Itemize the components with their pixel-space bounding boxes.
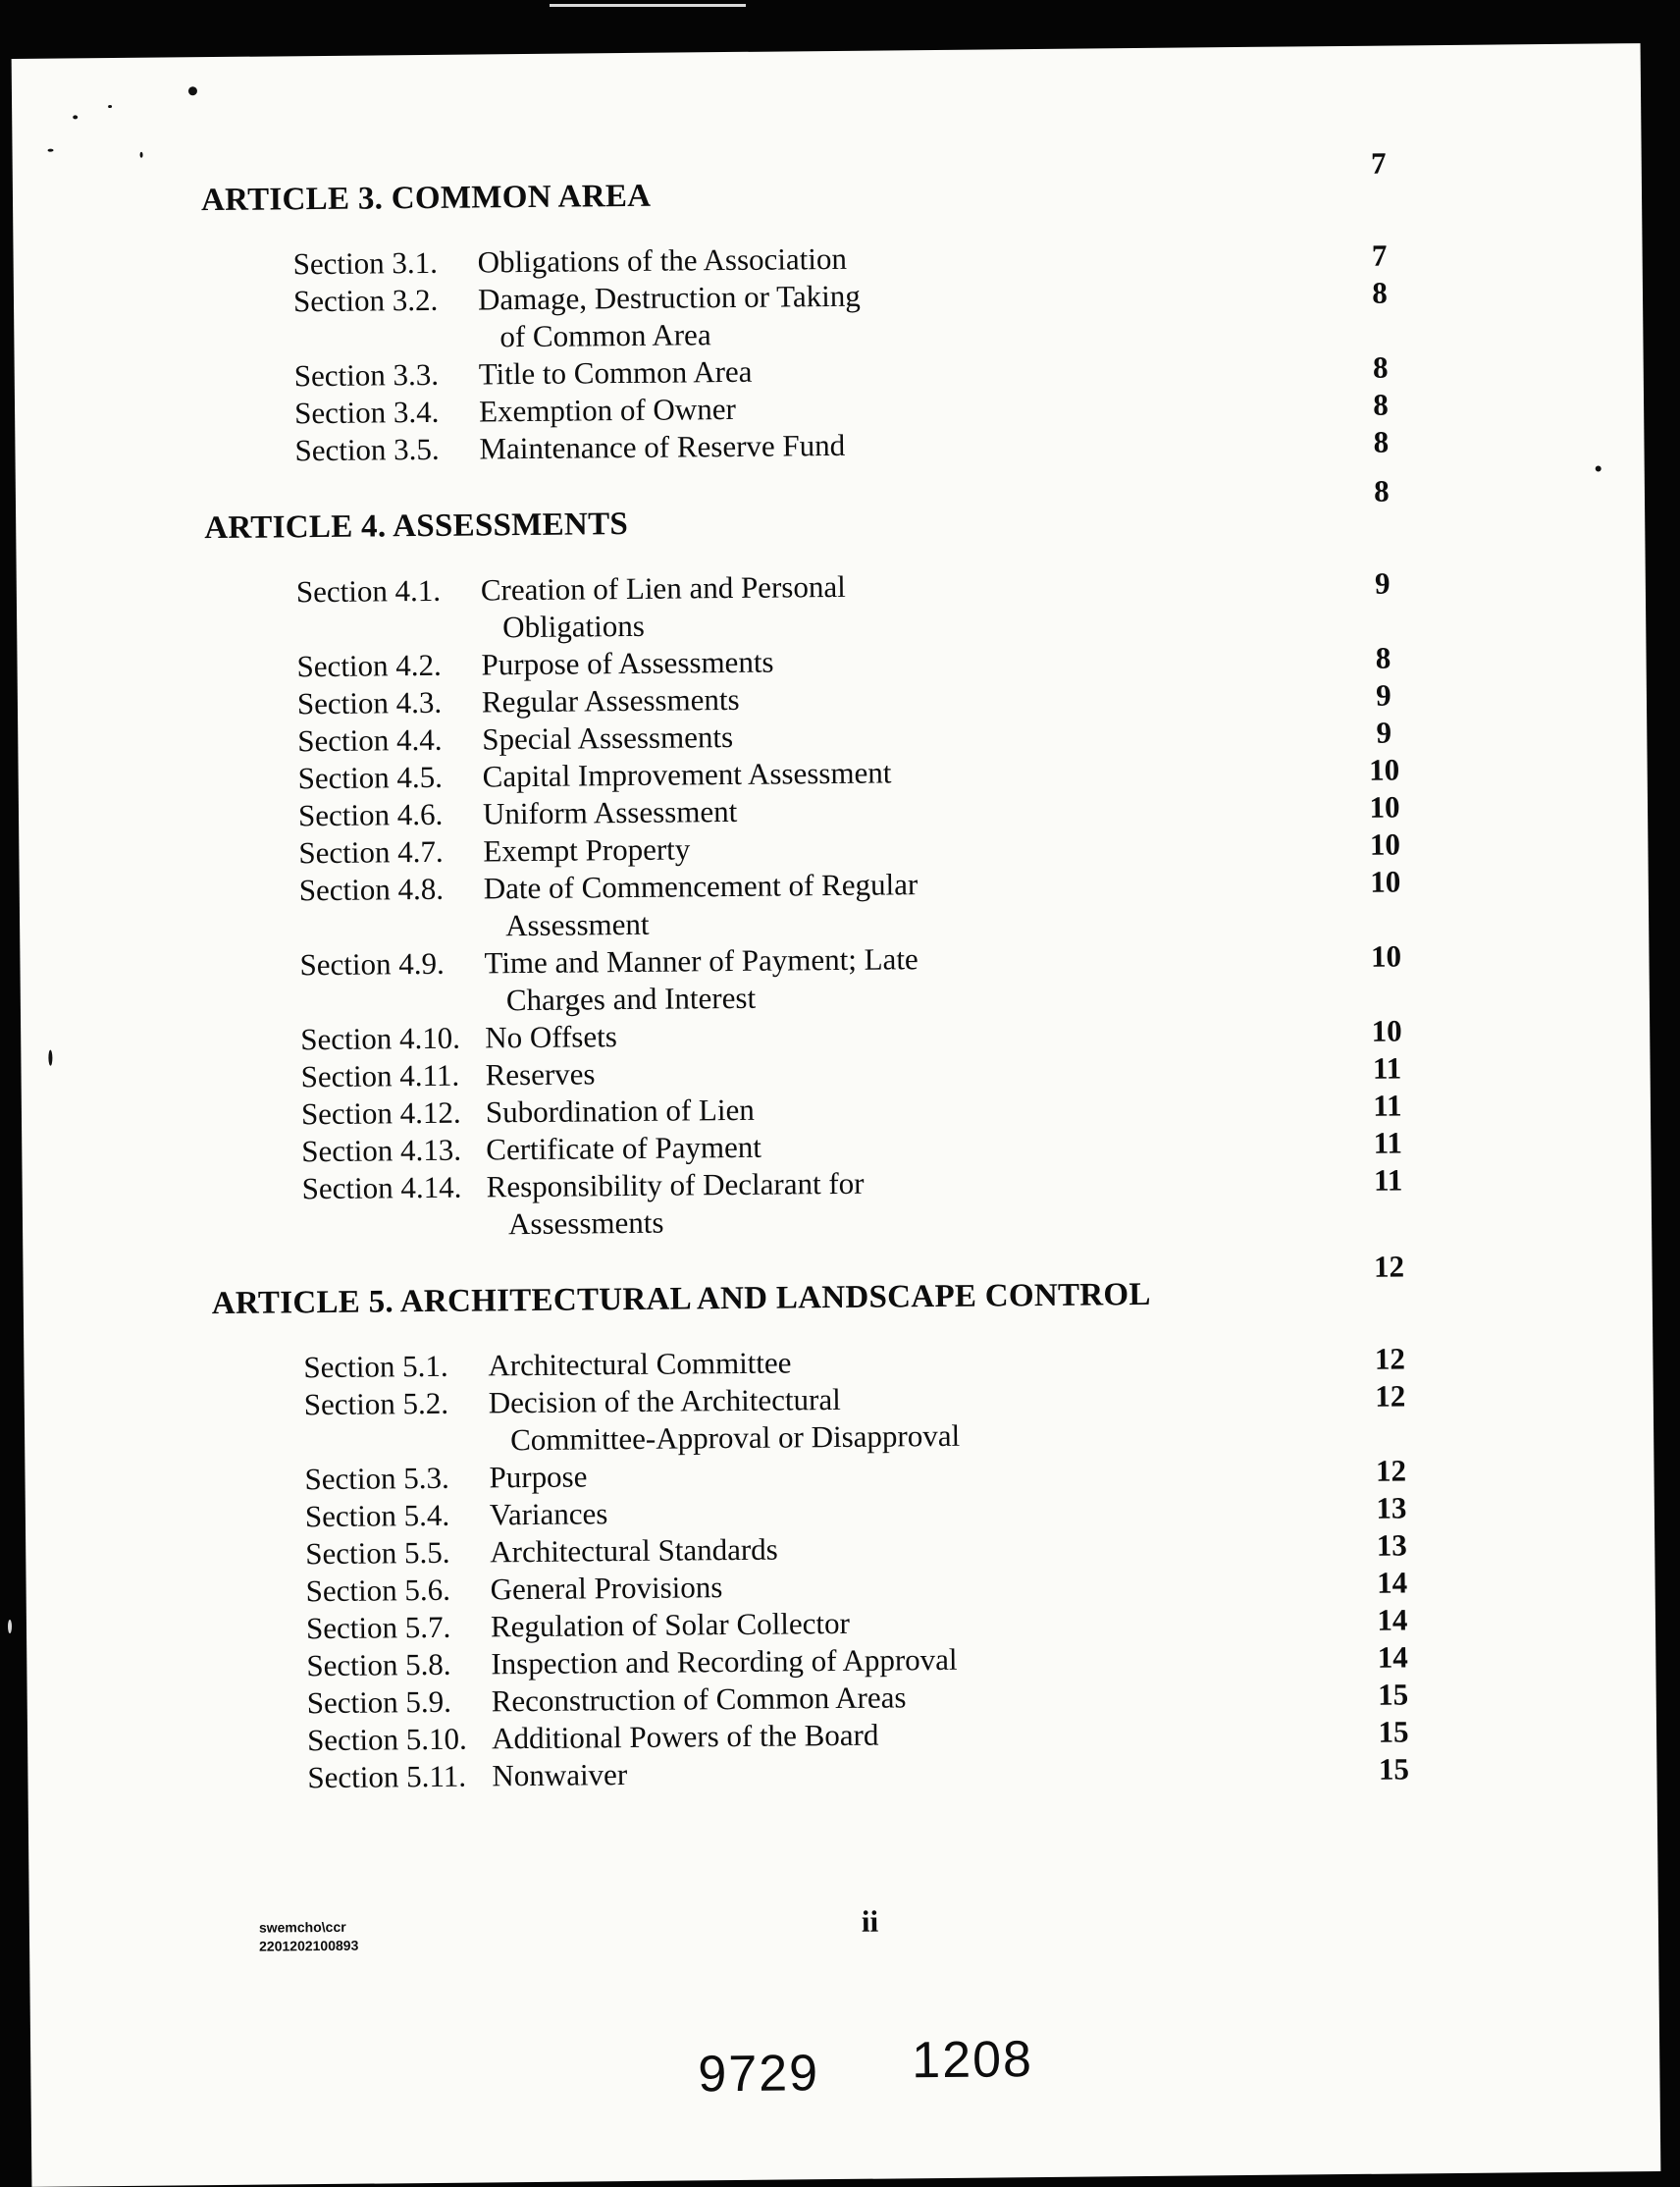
toc-entry [305,1496,608,1534]
section-title-continued: of Common Area [499,317,711,354]
section-number: Section 4.12. [300,1094,461,1132]
section-title: Reserves [485,1056,596,1093]
page-number: ii [861,1903,879,1939]
section-page-number: 10 [1370,938,1402,974]
section-page-number: 14 [1376,1565,1408,1600]
section-title: Nonwaiver [492,1757,628,1793]
section-number: Section 4.10. [300,1020,461,1057]
section-page-number: 9 [1376,715,1392,750]
section-number: Section 5.11. [307,1758,467,1795]
section-page-number: 13 [1376,1527,1407,1563]
section-number: Section 5.10. [306,1721,467,1758]
toc-entry [307,1757,627,1795]
section-page-number: 12 [1375,1378,1406,1414]
section-number: Section 4.5. [297,759,444,796]
article-page-number: 8 [1374,473,1390,508]
section-page-number: 11 [1373,1088,1402,1123]
section-title: Uniform Assessment [482,793,738,831]
section-title: Regular Assessments [481,681,740,720]
section-title: Damage, Destruction or Taking [477,278,861,317]
section-title: No Offsets [485,1019,618,1055]
footer-doc-number: 2201202100893 [259,1937,359,1954]
section-title: Subordination of Lien [485,1092,755,1130]
section-title: Exempt Property [483,831,691,869]
section-number: Section 4.9. [299,945,445,983]
section-page-number: 10 [1369,789,1400,825]
toc-entry [297,682,740,721]
section-page-number: 10 [1369,827,1401,862]
section-number: Section 3.5. [294,431,440,468]
toc-entry [296,645,773,685]
article-page-number: 12 [1373,1249,1405,1284]
scan-edge-mark [8,1620,12,1633]
section-number: Section 5.6. [305,1572,451,1609]
section-page-number: 12 [1374,1341,1406,1376]
section-number: Section 4.3. [296,684,443,721]
section-title-continued: Charges and Interest [505,980,757,1018]
toc-entry [292,241,847,282]
section-number: Section 5.3. [304,1460,449,1497]
section-page-number: 11 [1373,1125,1403,1160]
stamp-number-left: 9729 [698,2045,820,2104]
article-heading: ARTICLE 5. ARCHITECTURAL AND LANDSCAPE CONTROL [211,1276,1151,1322]
section-title: Purpose [489,1459,588,1495]
toc-entry [294,392,736,431]
section-number: Section 3.1. [292,244,439,282]
section-page-number: 14 [1377,1639,1408,1675]
toc-entry [302,1166,865,1206]
section-page-number: 8 [1373,387,1389,422]
toc-entry [299,941,919,983]
toc-entry [301,1093,755,1132]
section-page-number: 10 [1368,752,1400,787]
section-number: Section 5.7. [305,1609,451,1646]
section-number: Section 4.13. [301,1132,462,1169]
section-title: Responsibility of Declarant for [486,1165,865,1204]
toc-entry [298,755,892,796]
section-number: Section 5.8. [306,1646,451,1683]
section-number: Section 4.7. [298,833,444,871]
section-title: Obligations of the Association [477,240,848,280]
toc-entry [306,1606,850,1646]
section-number: Section 4.11. [300,1057,460,1094]
section-number: Section 5.2. [303,1385,449,1422]
article-heading: ARTICLE 3. COMMON AREA [200,178,652,219]
section-title-continued: Assessment [504,906,650,943]
section-title: Variances [489,1496,608,1532]
section-title: Regulation of Solar Collector [490,1605,851,1644]
toc-entry [298,831,690,871]
section-title-continued: Obligations [502,608,646,645]
toc-entry [307,1680,907,1721]
toc-entry [293,279,861,320]
toc-entry [296,569,846,610]
section-number: Section 3.4. [293,394,440,431]
section-page-number: 9 [1376,677,1391,713]
section-title: General Provisions [490,1570,723,1607]
section-title: Architectural Standards [490,1531,778,1570]
section-number: Section 5.1. [303,1348,448,1385]
article-page-number: 7 [1370,145,1387,181]
section-title-continued: Assessments [507,1204,664,1242]
section-page-number: 12 [1375,1453,1407,1488]
stamp-number-right: 1208 [911,2031,1034,2090]
section-title: Title to Common Area [478,353,753,392]
section-title: Decision of the Architectural [488,1381,841,1420]
section-number: Section 5.9. [306,1683,452,1721]
section-title: Date of Commencement of Regular [483,867,919,906]
toc-entry [300,1056,595,1094]
section-number: Section 5.5. [305,1534,450,1572]
toc-entry [307,1718,879,1759]
section-title: Capital Improvement Assessment [482,755,892,794]
section-page-number: 13 [1376,1490,1407,1525]
section-number: Section 3.2. [292,282,439,319]
toc-entry [301,1130,761,1169]
section-page-number: 15 [1378,1677,1409,1712]
section-page-number: 11 [1373,1162,1403,1198]
section-number: Section 4.14. [301,1169,462,1206]
toc-entry [305,1570,722,1609]
section-page-number: 10 [1370,864,1401,899]
section-title: Exemption of Owner [478,391,736,429]
section-page-number: 15 [1378,1714,1409,1749]
section-title: Purpose of Assessments [481,644,774,682]
table-of-contents [12,43,1661,2187]
article-heading: ARTICLE 4. ASSESSMENTS [204,507,629,547]
section-number: Section 4.2. [296,647,442,684]
section-title: Time and Manner of Payment; Late [484,941,919,981]
toc-entry [300,1019,617,1057]
section-title: Certificate of Payment [486,1129,762,1167]
section-page-number: 7 [1371,238,1388,273]
section-number: Section 4.6. [297,796,444,833]
toc-entry [303,1345,791,1385]
footer-file-code: swemcho\ccr [258,1918,346,1936]
section-page-number: 8 [1372,275,1388,310]
section-page-number: 8 [1372,349,1389,385]
section-title: Special Assessments [482,719,734,757]
section-number: Section 3.3. [293,356,440,394]
section-number: Section 4.4. [297,721,443,759]
document-page [12,43,1661,2187]
section-page-number: 14 [1377,1602,1408,1637]
section-page-number: 8 [1373,424,1390,459]
section-page-number: 15 [1378,1751,1410,1787]
toc-entry [294,428,845,468]
toc-entry [299,867,919,908]
toc-entry [297,720,733,759]
toc-entry [304,1459,587,1497]
scan-edge-mark [550,4,746,7]
toc-entry [298,794,738,833]
toc-entry [305,1532,778,1573]
section-title: Maintenance of Reserve Fund [479,427,846,466]
section-page-number: 9 [1374,565,1391,601]
section-title: Architectural Committee [488,1345,792,1383]
section-page-number: 10 [1371,1013,1402,1048]
section-number: Section 5.4. [304,1497,450,1534]
section-title-continued: Committee-Approval or Disapproval [509,1417,961,1458]
toc-entry [306,1642,958,1683]
toc-entry [304,1382,841,1422]
section-page-number: 11 [1372,1050,1402,1086]
section-title: Inspection and Recording of Approval [491,1641,958,1681]
section-title: Creation of Lien and Personal [480,568,846,608]
section-title: Additional Powers of the Board [491,1717,879,1756]
section-title: Reconstruction of Common Areas [491,1680,907,1719]
section-number: Section 4.1. [295,572,442,610]
toc-entry [294,354,753,394]
section-number: Section 4.8. [298,871,445,908]
section-page-number: 8 [1375,640,1391,675]
